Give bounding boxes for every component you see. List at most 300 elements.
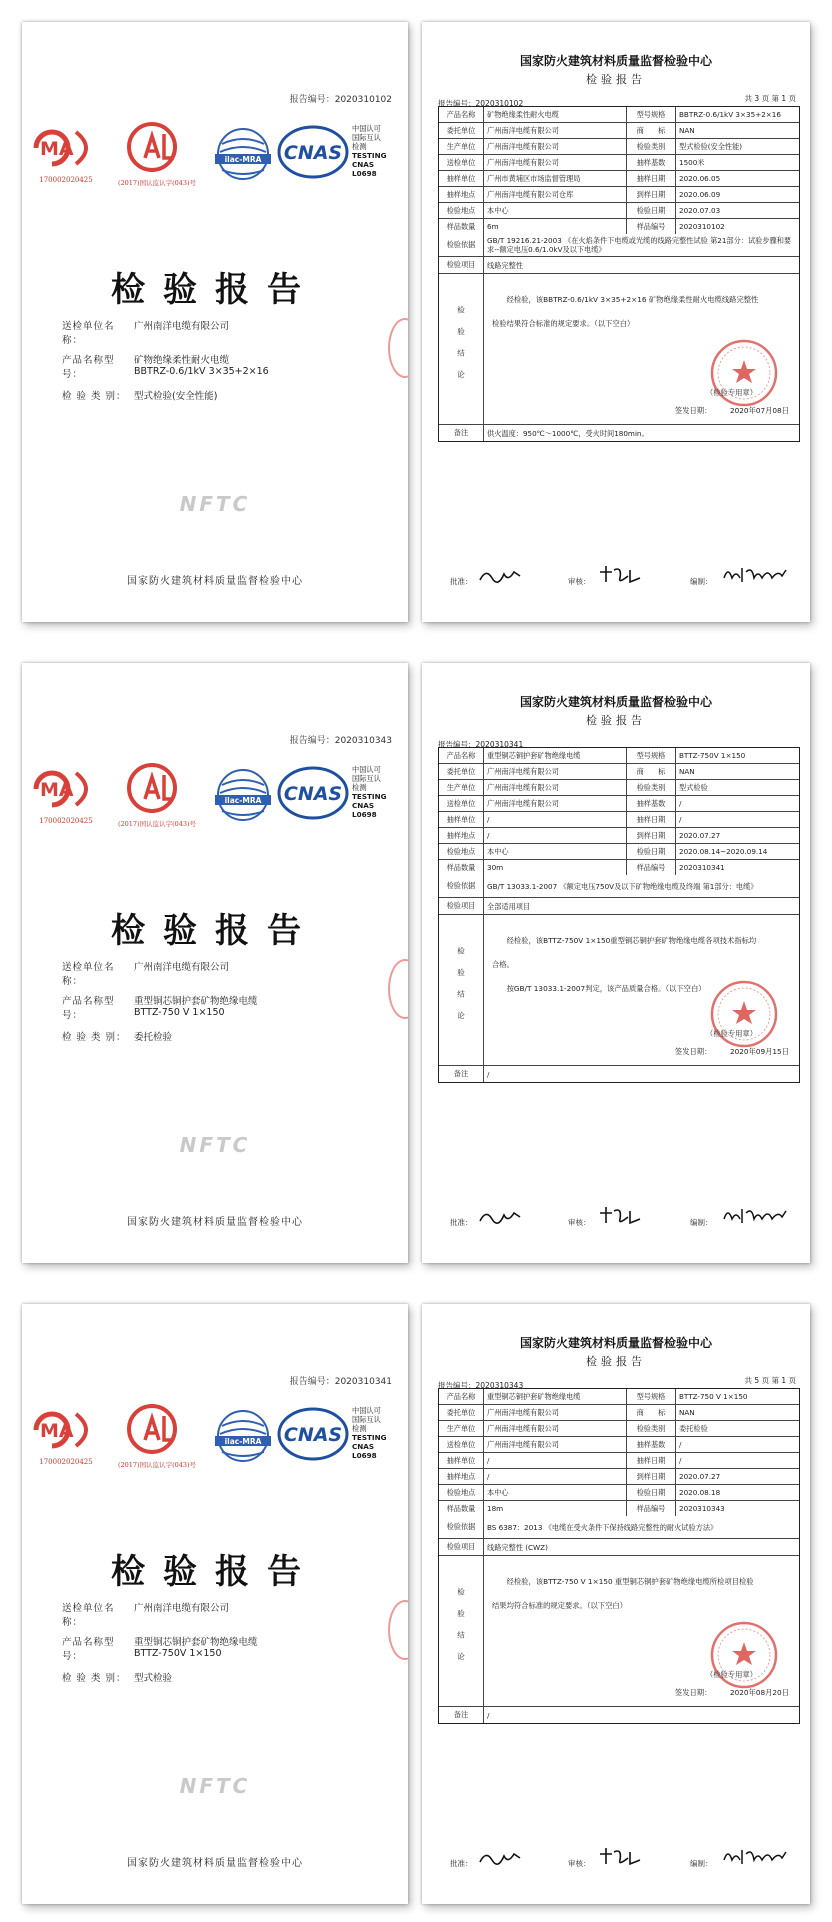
row-label-2: 检验日期	[627, 203, 676, 218]
product-value: 矿物绝缘柔性耐火电缆	[134, 355, 230, 366]
cnas-logo	[276, 1404, 400, 1474]
cnas-caption	[352, 765, 400, 819]
row-label: 抽样地点	[439, 1469, 484, 1484]
row-value-2: BTTZ-750 V 1×150	[679, 1392, 748, 1401]
type-value: 委托检验	[134, 1032, 173, 1043]
table-row	[439, 780, 799, 796]
table-row	[439, 812, 799, 828]
row-value: 重型铜芯铜护套矿物绝缘电缆	[484, 748, 627, 763]
row-value: 广州南洋电缆有限公司	[484, 1437, 627, 1452]
cnas-line: 中国认可	[352, 124, 381, 133]
product-field	[62, 352, 269, 380]
approve-label: 批准：	[450, 1218, 473, 1227]
item-row	[439, 898, 799, 915]
table-row	[439, 1389, 799, 1405]
product-value: 重型铜芯铜护套矿物绝缘电缆	[134, 996, 258, 1007]
row-value-2: 2020.07.03	[679, 206, 721, 215]
client-field	[62, 959, 229, 987]
conclusion-body	[484, 1556, 799, 1706]
row-label-2: 样品编号	[627, 219, 676, 234]
cma-code: 170002020425	[39, 1458, 93, 1466]
type-field	[62, 388, 217, 402]
sign-date	[675, 406, 789, 416]
table-rows	[439, 748, 799, 875]
sign-date-label: 签发日期：	[674, 1688, 712, 1697]
row-value: 本中心	[484, 1485, 627, 1500]
cnas-line: CNAS L0698	[352, 1442, 377, 1460]
compile-signature	[722, 1205, 788, 1227]
item-label: 检验项目	[439, 1539, 484, 1555]
note-row	[439, 1066, 799, 1082]
cover-report-number: 报告编号：2020310102	[289, 95, 392, 105]
row-value: 本中心	[484, 203, 627, 218]
note-value: 供火温度：950℃～1000℃，受火时间180min。	[487, 428, 649, 438]
client-label: 送检单位名称：	[62, 321, 115, 346]
basis-value: GB/T 13033.1-2007 《额定电压750V及以下矿物绝缘电缆及终端 第1部分：电缆》	[487, 881, 758, 891]
row-label-2: 商 标	[627, 123, 676, 138]
product-field	[62, 993, 258, 1021]
row-value: /	[484, 812, 627, 827]
report-table	[438, 1388, 800, 1724]
table-row	[439, 123, 799, 139]
center-name: 国家防火建筑材料质量监督检验中心	[127, 1217, 303, 1228]
item-label: 检验项目	[439, 257, 484, 273]
sign-date	[675, 1688, 789, 1698]
cnas-line: 国际互认	[352, 774, 381, 783]
center-name: 国家防火建筑材料质量监督检验中心	[127, 576, 303, 587]
row-label: 抽样单位	[439, 812, 484, 827]
row-value: 广州南洋电缆有限公司仓库	[484, 187, 627, 202]
product-label: 产品名称型号：	[62, 1637, 115, 1662]
row-label: 生产单位	[439, 139, 484, 154]
review-label: 审核：	[568, 1218, 591, 1227]
svg-text:CNAS: CNAS	[283, 1424, 343, 1446]
cnas-line: CNAS L0698	[352, 801, 377, 819]
row-value: 本中心	[484, 844, 627, 859]
table-rows	[439, 1389, 799, 1516]
conclusion-line-3: 按GB/T 13033.1-2007判定，该产品质量合格。（以下空白）	[506, 984, 706, 993]
row-value-2: 2020310102	[679, 222, 725, 231]
detail-report-number: 报告编号：2020310341	[438, 740, 524, 749]
cnas-line: 中国认可	[352, 765, 381, 774]
row-value-2: /	[679, 815, 682, 824]
row-label: 委托单位	[439, 123, 484, 138]
row-value: 18m	[484, 1501, 627, 1516]
svg-text:CNAS: CNAS	[283, 783, 343, 805]
basis-row	[439, 875, 799, 898]
conclusion-body	[484, 274, 799, 424]
row-value: 矿物绝缘柔性耐火电缆	[484, 107, 627, 122]
type-field	[62, 1670, 172, 1684]
table-row	[439, 764, 799, 780]
conclusion-line-1: 经检验，该BBTRZ-0.6/1kV 3×35+2×16 矿物绝缘柔性耐火电缆线路完整性	[506, 295, 759, 304]
row-value-2: 1500米	[679, 157, 705, 167]
type-label: 检 验 类 别：	[62, 391, 127, 402]
row-value-2: 2020.06.05	[679, 174, 721, 183]
nftc-watermark: NFTC	[179, 1774, 251, 1798]
compile-label: 编制：	[690, 1859, 713, 1868]
cnas-line: 检测	[352, 142, 367, 151]
table-row	[439, 844, 799, 860]
compile-label: 编制：	[690, 577, 713, 586]
ilac-mra-logo	[212, 1408, 274, 1464]
cnas-caption	[352, 124, 400, 178]
edge-stamp	[388, 959, 408, 1019]
report-set	[0, 1282, 832, 1922]
report-title: 检验报告	[111, 1552, 319, 1592]
row-label-2: 商 标	[627, 764, 676, 779]
cnas-line: TESTING	[352, 1433, 387, 1442]
row-value-2: 2020.07.27	[679, 1472, 721, 1481]
approve-label: 批准：	[450, 577, 473, 586]
row-value: 广州南洋电缆有限公司	[484, 155, 627, 170]
row-value: 广州南洋电缆有限公司	[484, 796, 627, 811]
row-label-2: 抽样日期	[627, 171, 676, 186]
row-value: 30m	[484, 860, 627, 875]
svg-text:ilac-MRA: ilac-MRA	[224, 796, 262, 805]
table-row	[439, 1405, 799, 1421]
row-label: 样品数量	[439, 860, 484, 875]
row-value: /	[484, 828, 627, 843]
table-row	[439, 1421, 799, 1437]
table-row	[439, 1469, 799, 1485]
cnas-line: CNAS L0698	[352, 160, 377, 178]
cma-logo	[26, 763, 106, 833]
row-value-2: 2020.07.27	[679, 831, 721, 840]
product-field	[62, 1634, 258, 1662]
cma-code: 170002020425	[39, 176, 93, 184]
product-model: BBTRZ-0.6/1kV 3×35+2×16	[134, 366, 269, 377]
svg-text:MA: MA	[40, 1420, 74, 1442]
type-label: 检 验 类 别：	[62, 1673, 127, 1684]
row-label-2: 检验日期	[627, 844, 676, 859]
svg-text:ilac-MRA: ilac-MRA	[224, 155, 262, 164]
sign-date	[675, 1047, 789, 1057]
conclusion-line-1: 经检验，该BTTZ-750V 1×150重型铜芯铜护套矿物绝缘电缆各项技术指标均	[506, 936, 757, 945]
row-value: /	[484, 1469, 627, 1484]
detail-title: 国家防火建筑材料质量监督检验中心	[519, 695, 712, 709]
note-value: /	[487, 1710, 490, 1720]
row-label-2: 抽样基数	[627, 1437, 676, 1452]
table-row	[439, 139, 799, 155]
row-value: 广州南洋电缆有限公司	[484, 1421, 627, 1436]
row-label: 检验地点	[439, 1485, 484, 1500]
row-label: 产品名称	[439, 748, 484, 763]
compile-signature	[722, 564, 788, 586]
cover-report-number: 报告编号：2020310343	[289, 736, 392, 746]
row-label: 生产单位	[439, 1421, 484, 1436]
table-row	[439, 1453, 799, 1469]
cal-code: (2017)国认监认字(043)号	[117, 820, 197, 828]
row-label: 样品数量	[439, 219, 484, 234]
basis-value: BS 6387：2013 《电缆在受火条件下保持线路完整性的耐火试验方法》	[487, 1522, 718, 1532]
note-row	[439, 425, 799, 441]
item-label: 检验项目	[439, 898, 484, 914]
detail-page	[422, 22, 810, 622]
cnas-logo	[276, 122, 400, 192]
item-value: 线路完整性 (CWZ)	[487, 1542, 548, 1552]
row-label-2: 抽样基数	[627, 155, 676, 170]
row-value-2: NAN	[679, 767, 695, 776]
cover-page	[22, 22, 408, 622]
detail-page-count: 共 3 页 第 1 页	[744, 94, 796, 103]
row-label-2: 抽样基数	[627, 796, 676, 811]
detail-report-number: 报告编号：2020310102	[438, 99, 524, 108]
row-label-2: 商 标	[627, 1405, 676, 1420]
row-label: 委托单位	[439, 764, 484, 779]
compile-label: 编制：	[690, 1218, 713, 1227]
table-row	[439, 796, 799, 812]
detail-subtitle: 检验报告	[586, 714, 646, 727]
row-label: 送检单位	[439, 796, 484, 811]
note-label: 备注	[439, 1066, 484, 1082]
row-value-2: 2020310343	[679, 1504, 725, 1513]
table-row	[439, 1437, 799, 1453]
row-label-2: 检验日期	[627, 1485, 676, 1500]
review-signature	[598, 1205, 642, 1227]
basis-label: 检验依据	[439, 1516, 484, 1538]
cnas-line: TESTING	[352, 792, 387, 801]
table-row	[439, 1485, 799, 1501]
cnas-line: TESTING	[352, 151, 387, 160]
detail-title: 国家防火建筑材料质量监督检验中心	[519, 1336, 712, 1350]
basis-row	[439, 234, 799, 257]
report-title: 检验报告	[111, 911, 319, 951]
row-label: 抽样单位	[439, 1453, 484, 1468]
conclusion-label: 检验结论	[439, 1556, 484, 1706]
table-row	[439, 219, 799, 234]
conclusion-body	[484, 915, 799, 1065]
row-value: 广州南洋电缆有限公司	[484, 764, 627, 779]
row-value-2: BBTRZ-0.6/1kV 3×35+2×16	[679, 110, 781, 119]
row-label: 生产单位	[439, 780, 484, 795]
product-label: 产品名称型号：	[62, 996, 115, 1021]
item-row	[439, 1539, 799, 1556]
detail-page	[422, 663, 810, 1263]
cnas-logo	[276, 763, 400, 833]
row-value-2: 型式检验	[679, 782, 708, 792]
report-title: 检验报告	[111, 270, 319, 310]
client-field	[62, 1600, 229, 1628]
cma-logo	[26, 122, 106, 192]
table-row	[439, 860, 799, 875]
note-label: 备注	[439, 425, 484, 441]
review-label: 审核：	[568, 1859, 591, 1868]
edge-stamp	[388, 318, 408, 378]
type-field	[62, 1029, 172, 1043]
table-row	[439, 748, 799, 764]
approve-signature	[478, 1846, 522, 1868]
client-value: 广州南洋电缆有限公司	[134, 321, 230, 332]
svg-text:CNAS: CNAS	[283, 142, 343, 164]
item-value: 全部适用项目	[487, 901, 531, 911]
cal-logo	[112, 761, 197, 835]
cal-logo	[112, 1402, 197, 1476]
seal-label: （检验专用章）	[705, 388, 757, 397]
review-label: 审核：	[568, 577, 591, 586]
row-value-2: /	[679, 799, 682, 808]
client-value: 广州南洋电缆有限公司	[134, 962, 230, 973]
svg-text:ilac-MRA: ilac-MRA	[224, 1437, 262, 1446]
conclusion-label: 检验结论	[439, 274, 484, 424]
note-row	[439, 1707, 799, 1723]
detail-report-number: 报告编号：2020310343	[438, 1381, 524, 1390]
report-set	[0, 0, 832, 640]
ilac-mra-logo	[212, 126, 274, 182]
approve-label: 批准：	[450, 1859, 473, 1868]
row-value-2: 2020.08.18	[679, 1488, 721, 1497]
client-value: 广州南洋电缆有限公司	[134, 1603, 230, 1614]
row-value: /	[484, 1453, 627, 1468]
type-value: 型式检验	[134, 1673, 173, 1684]
row-label-2: 抽样日期	[627, 812, 676, 827]
row-label-2: 到样日期	[627, 187, 676, 202]
row-value-2: 2020.06.09	[679, 190, 721, 199]
row-label-2: 检验类别	[627, 1421, 676, 1436]
table-row	[439, 828, 799, 844]
row-label-2: 检验类别	[627, 139, 676, 154]
row-label: 抽样地点	[439, 187, 484, 202]
row-label: 检验地点	[439, 203, 484, 218]
row-value-2: 2020.08.14~2020.09.14	[679, 847, 768, 856]
item-value: 线路完整性	[487, 260, 523, 270]
detail-title: 国家防火建筑材料质量监督检验中心	[519, 54, 712, 68]
conclusion-row	[439, 1556, 799, 1707]
report-table	[438, 106, 800, 442]
sign-date-value: 2020年09月15日	[729, 1047, 789, 1056]
row-label: 委托单位	[439, 1405, 484, 1420]
table-row	[439, 203, 799, 219]
svg-text:MA: MA	[40, 138, 74, 160]
type-value: 型式检验(安全性能)	[134, 391, 218, 402]
conclusion-text	[492, 288, 791, 336]
sign-date-label: 签发日期：	[674, 406, 712, 415]
center-name: 国家防火建筑材料质量监督检验中心	[127, 1858, 303, 1869]
seal-label: （检验专用章）	[705, 1029, 757, 1038]
row-label: 检验地点	[439, 844, 484, 859]
product-model: BTTZ-750V 1×150	[134, 1648, 222, 1659]
row-label: 送检单位	[439, 1437, 484, 1452]
row-value: 广州南洋电缆有限公司	[484, 780, 627, 795]
client-field	[62, 318, 229, 346]
basis-label: 检验依据	[439, 234, 484, 256]
cma-logo	[26, 1404, 106, 1474]
note-label: 备注	[439, 1707, 484, 1723]
row-value-2: NAN	[679, 1408, 695, 1417]
product-model: BTTZ-750 V 1×150	[134, 1007, 225, 1018]
svg-text:MA: MA	[40, 779, 74, 801]
table-row	[439, 187, 799, 203]
nftc-watermark: NFTC	[179, 492, 251, 516]
approve-signature	[478, 564, 522, 586]
row-label: 抽样地点	[439, 828, 484, 843]
conclusion-label: 检验结论	[439, 915, 484, 1065]
approve-signature	[478, 1205, 522, 1227]
row-value-2: 委托检验	[679, 1423, 708, 1433]
detail-subtitle: 检验报告	[586, 1355, 646, 1368]
report-set	[0, 641, 832, 1281]
sign-date-value: 2020年08月20日	[729, 1688, 789, 1697]
table-row	[439, 107, 799, 123]
row-value: 广州南洋电缆有限公司	[484, 1405, 627, 1420]
cal-logo	[112, 120, 197, 194]
cnas-line: 检测	[352, 783, 367, 792]
report-table	[438, 747, 800, 1083]
table-row	[439, 1501, 799, 1516]
item-row	[439, 257, 799, 274]
detail-page	[422, 1304, 810, 1904]
conclusion-line-2: 检验结果符合标准的规定要求。（以下空白）	[492, 319, 635, 328]
sign-date-value: 2020年07月08日	[729, 406, 789, 415]
detail-subtitle: 检验报告	[586, 73, 646, 86]
row-label-2: 型号规格	[627, 1389, 676, 1404]
product-label: 产品名称型号：	[62, 355, 115, 380]
row-value-2: /	[679, 1440, 682, 1449]
row-label-2: 到样日期	[627, 1469, 676, 1484]
row-value: 广州南洋电缆有限公司	[484, 139, 627, 154]
row-label-2: 检验类别	[627, 780, 676, 795]
row-value: 广州南洋电缆有限公司	[484, 123, 627, 138]
row-value-2: NAN	[679, 126, 695, 135]
row-value: 6m	[484, 219, 627, 234]
basis-value: GB/T 19216.21-2003 《在火焰条件下电缆或光缆的线路完整性试验 第21部分：试验步骤和要求--额定电压0.6/1.0kV及以下电缆》	[487, 236, 792, 254]
row-label: 样品数量	[439, 1501, 484, 1516]
row-label: 产品名称	[439, 1389, 484, 1404]
note-value: /	[487, 1069, 490, 1079]
row-value-2: BTTZ-750V 1×150	[679, 751, 746, 760]
cal-code: (2017)国认监认字(043)号	[117, 1461, 197, 1469]
table-rows	[439, 107, 799, 234]
cma-code: 170002020425	[39, 817, 93, 825]
cnas-caption	[352, 1406, 400, 1460]
cover-page	[22, 1304, 408, 1904]
product-value: 重型铜芯铜护套矿物绝缘电缆	[134, 1637, 258, 1648]
conclusion-row	[439, 915, 799, 1066]
row-label-2: 型号规格	[627, 107, 676, 122]
sign-date-label: 签发日期：	[674, 1047, 712, 1056]
conclusion-line-2: 结果均符合标准的规定要求。（以下空白）	[492, 1601, 627, 1610]
client-label: 送检单位名称：	[62, 962, 115, 987]
row-value-2: 2020310341	[679, 863, 725, 872]
review-signature	[598, 564, 642, 586]
row-value-2: 型式检验(安全性能)	[679, 141, 743, 151]
row-label-2: 抽样日期	[627, 1453, 676, 1468]
cnas-line: 国际互认	[352, 133, 381, 142]
conclusion-row	[439, 274, 799, 425]
row-label-2: 到样日期	[627, 828, 676, 843]
table-row	[439, 155, 799, 171]
row-value-2: /	[679, 1456, 682, 1465]
client-label: 送检单位名称：	[62, 1603, 115, 1628]
row-label-2: 型号规格	[627, 748, 676, 763]
row-label-2: 样品编号	[627, 860, 676, 875]
row-value: 重型铜芯铜护套矿物绝缘电缆	[484, 1389, 627, 1404]
nftc-watermark: NFTC	[179, 1133, 251, 1157]
cnas-line: 国际互认	[352, 1415, 381, 1424]
row-label: 抽样单位	[439, 171, 484, 186]
basis-label: 检验依据	[439, 875, 484, 897]
conclusion-text	[492, 1570, 791, 1618]
compile-signature	[722, 1846, 788, 1868]
detail-page-count: 共 5 页 第 1 页	[744, 1376, 796, 1385]
row-value: 广州市黄埔区市场监督管理局	[484, 171, 627, 186]
row-label: 送检单位	[439, 155, 484, 170]
row-label-2: 样品编号	[627, 1501, 676, 1516]
cnas-line: 中国认可	[352, 1406, 381, 1415]
cover-page	[22, 663, 408, 1263]
edge-stamp	[388, 1600, 408, 1660]
cover-report-number: 报告编号：2020310341	[289, 1377, 392, 1387]
